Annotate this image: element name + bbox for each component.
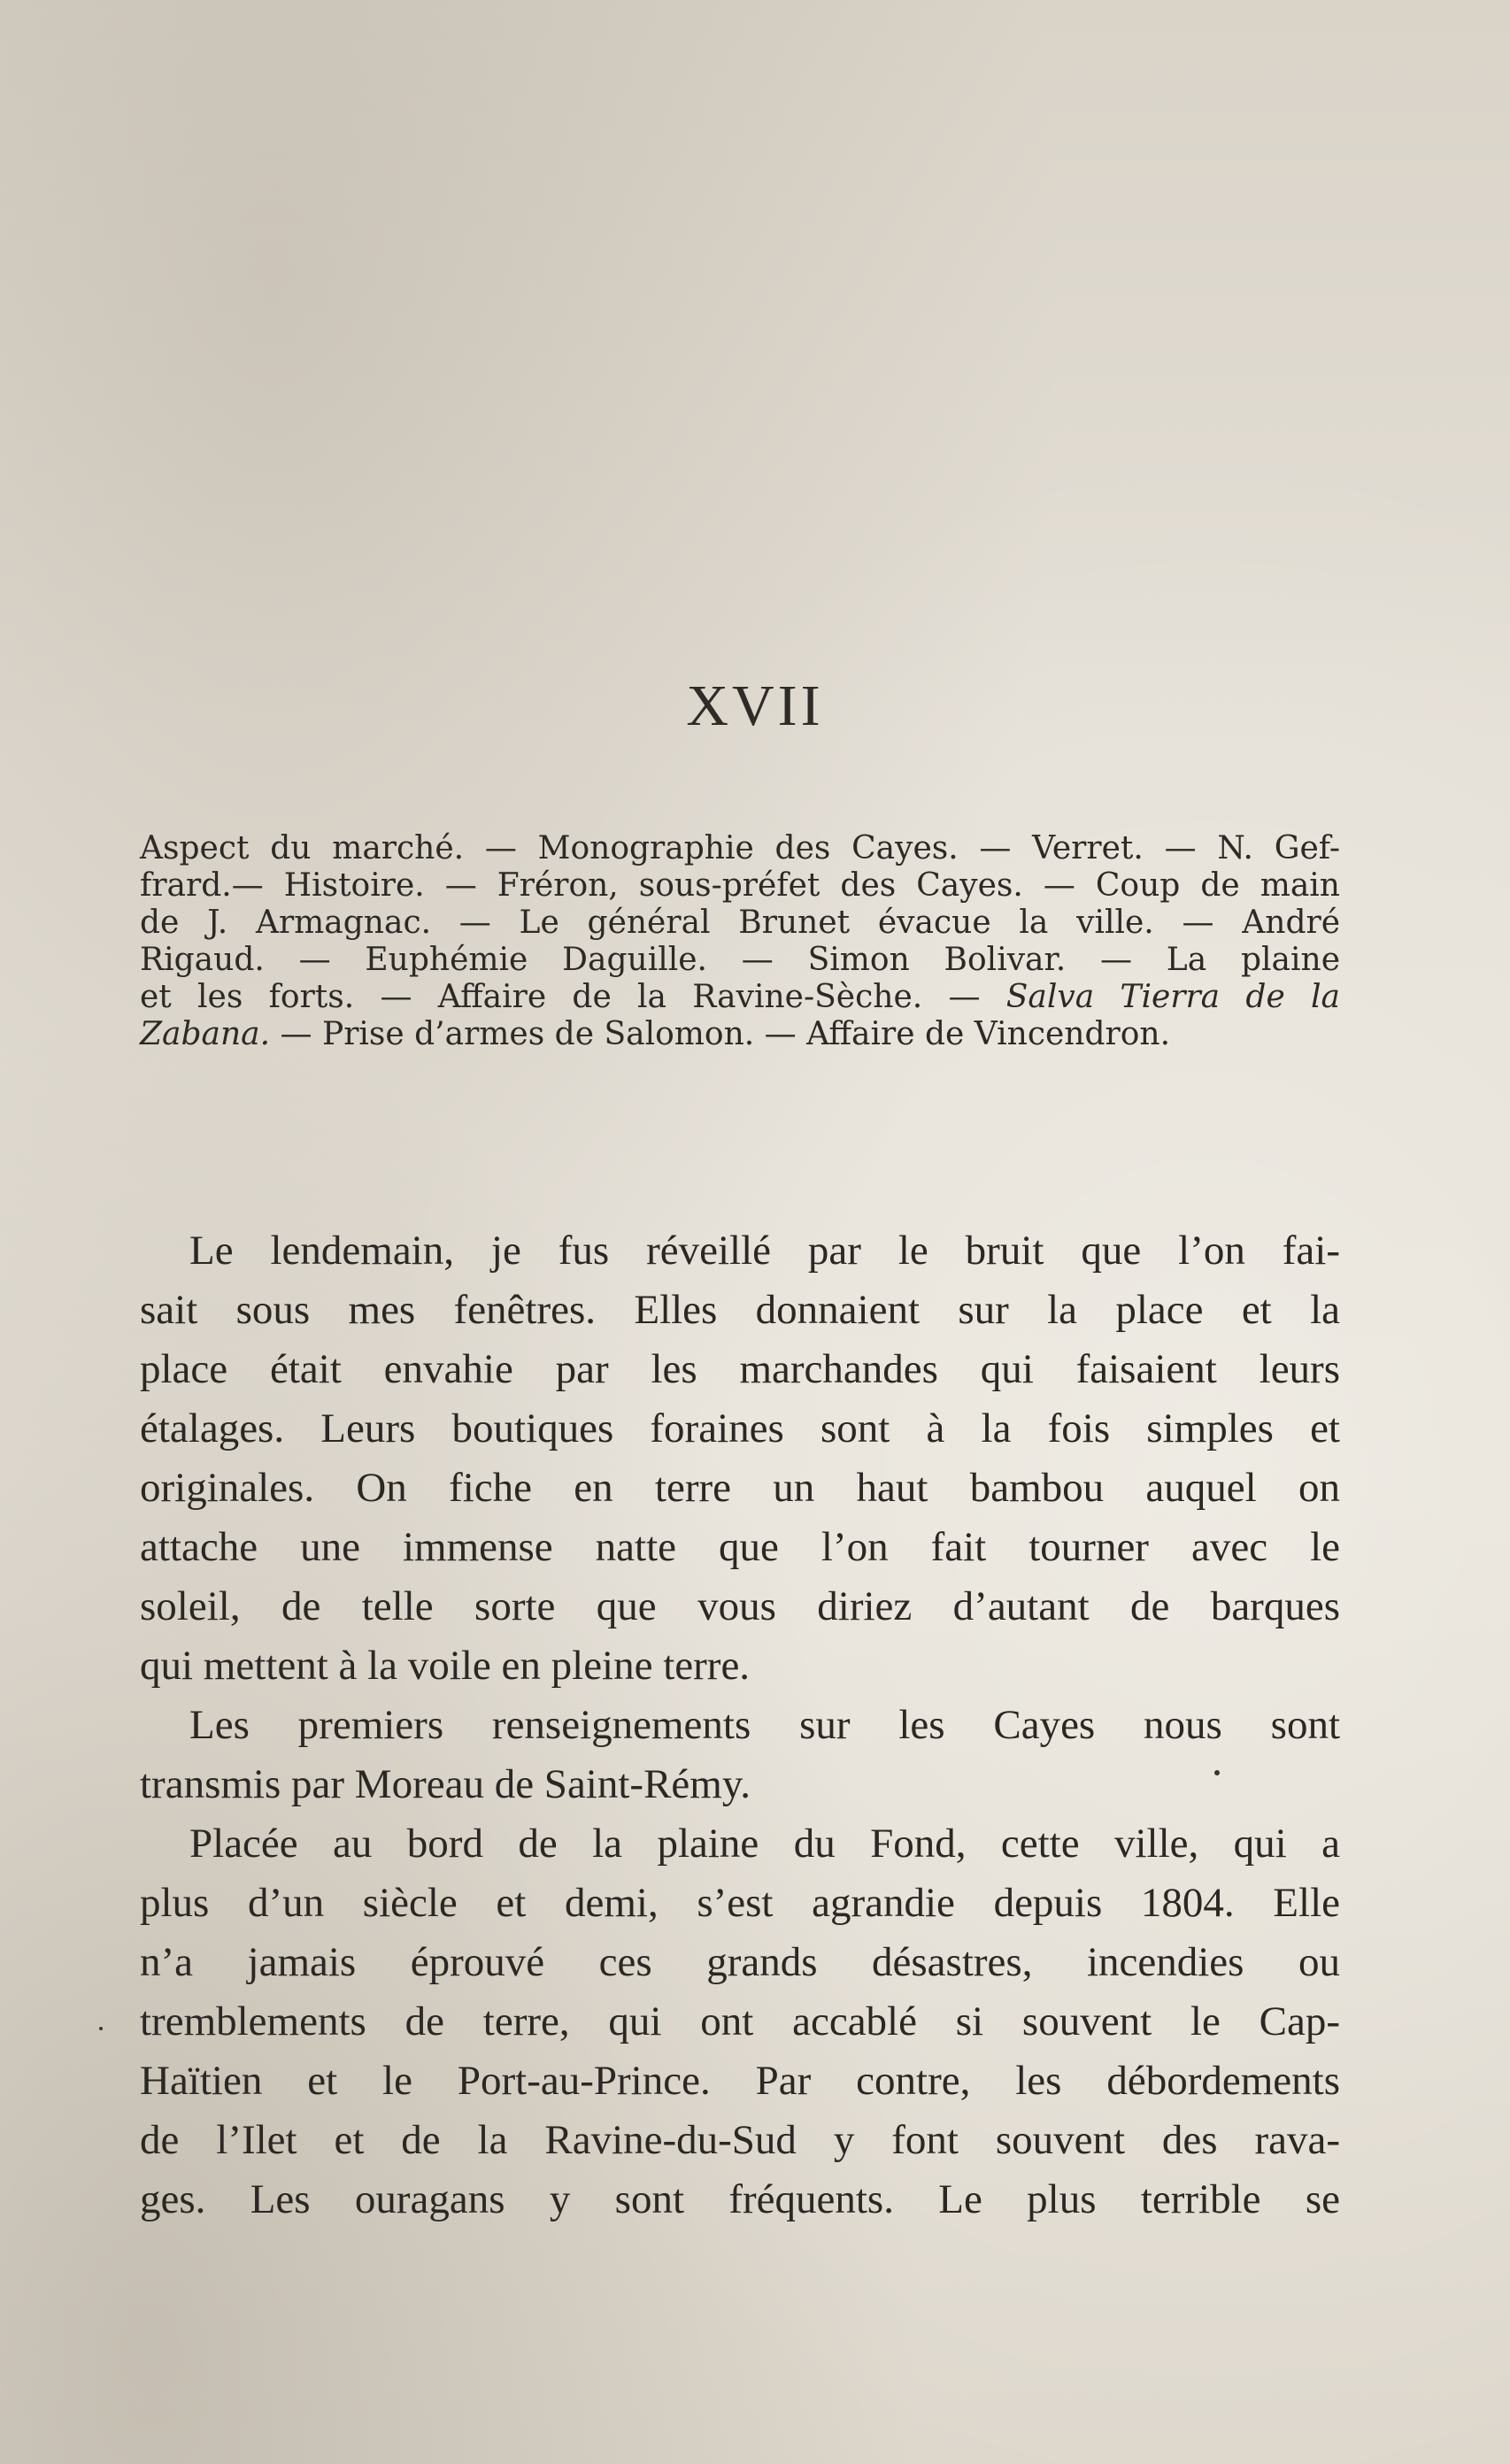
summary-line: de J. Armagnac. — Le général Brunet évacue la ville. — André — [140, 905, 1340, 941]
text-line: place était envahie par les marchandes qui faisaient leurs — [140, 1346, 1340, 1392]
summary-line-mixed — [140, 979, 1340, 1016]
text-line: tremblements de terre, qui ont accablé si souvent le Cap- — [140, 1998, 1340, 2044]
summary-text: — Prise d’armes de Salomon. — Affaire de Vincendron. — [270, 1016, 1171, 1052]
summary-line: Rigaud. — Euphémie Daguille. — Simon Bolivar. — La plaine — [140, 942, 1340, 978]
text-line: étalages. Leurs boutiques foraines sont à la fois simples et — [140, 1405, 1340, 1451]
text-line: ges. Les ouragans y sont fréquents. Le plus terrible se — [140, 2176, 1340, 2222]
text-line: Le lendemain, je fus réveillé par le bruit que l’on fai- — [189, 1228, 1340, 1274]
paragraph — [140, 1221, 1340, 1696]
summary-italic-phrase: Zabana. — [140, 1016, 271, 1052]
text-line: qui mettent à la voile en pleine terre. — [140, 1643, 751, 1689]
text-line: plus d’un siècle et demi, s’est agrandie depuis 1804. Elle — [140, 1880, 1340, 1926]
paragraph — [140, 1696, 1340, 1814]
text-line: soleil, de telle sorte que vous diriez d’autant de barques — [140, 1583, 1340, 1629]
summary-italic-phrase: Salva Tierra de la — [1005, 979, 1340, 1015]
paragraph — [140, 1814, 1340, 2229]
summary-line: frard.— Histoire. — Fréron, sous-préfet des Cayes. — Coup de main — [140, 867, 1340, 904]
chapter-number: XVII — [686, 674, 824, 738]
text-line: Placée au bord de la plaine du Fond, cette ville, qui a — [189, 1821, 1340, 1867]
text-line: n’a jamais éprouvé ces grands désastres, incendies ou — [140, 1939, 1340, 1985]
paper-speck — [1214, 1770, 1220, 1775]
text-line: Les premiers renseignements sur les Cayes nous sont — [189, 1702, 1340, 1748]
text-line: de l’Ilet et de la Ravine-du-Sud y font souvent des rava- — [140, 2117, 1340, 2163]
text-line: transmis par Moreau de Saint-Rémy. — [140, 1761, 751, 1807]
text-line: sait sous mes fenêtres. Elles donnaient sur la place et la — [140, 1287, 1340, 1333]
summary-line-mixed — [140, 1016, 1340, 1053]
text-line: originales. On fiche en terre un haut bambou auquel on — [140, 1465, 1340, 1511]
text-line: Haïtien et le Port-au-Prince. Par contre, les débordements — [140, 2058, 1340, 2104]
body-text — [140, 1221, 1340, 2229]
summary-text: et les forts. — Affaire de la Ravine-Sèche. — — [140, 979, 1006, 1015]
paper-speck — [99, 2027, 103, 2030]
text-line: attache une immense natte que l’on fait tourner avec le — [140, 1524, 1340, 1570]
summary-line: Aspect du marché. — Monographie des Cayes. — Verret. — N. Gef- — [140, 830, 1340, 866]
chapter-summary — [140, 830, 1340, 1053]
